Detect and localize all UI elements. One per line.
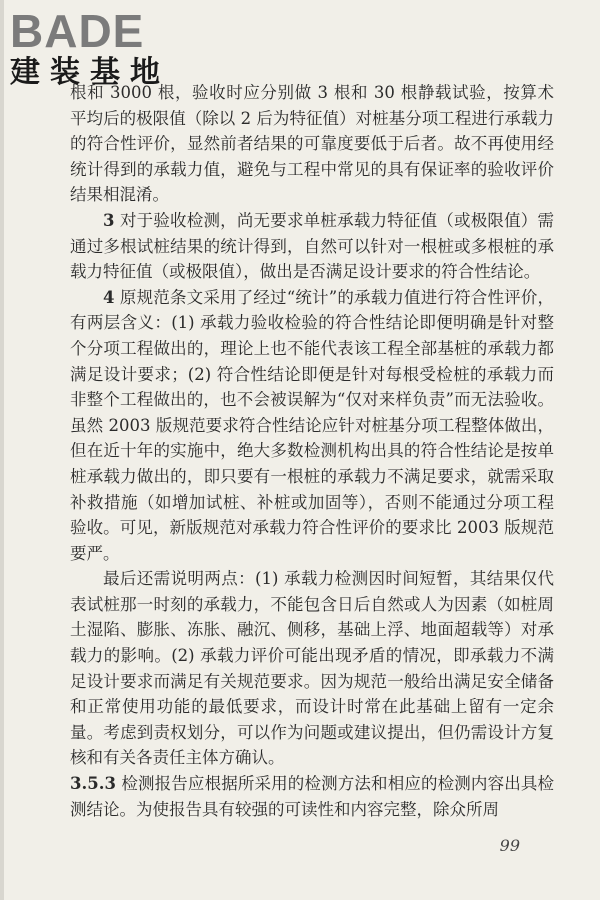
page-body xyxy=(70,80,554,822)
paragraph-item-3: 3 对于验收检测，尚无要求单桩承载力特征值（或极限值）需通过多根试桩结果的统计得到，自然可以针对一根桩或多根桩的承载力特征值（或极限值），做出是否满足设计要求的符合性结论。 xyxy=(70,210,555,282)
paragraph-item-4: 4 原规范条文采用了经过“统计”的承载力值进行符合性评价，有两层含义：(1) 承载力验收检验的符合性结论即便明确是针对整个分项工程做出的，理论上也不能代表该工程全部基桩的承载力都满足设计要求；(2) 符合性结论即便是针对每根受检桩的承载力而非整个工程做出的，也不会被误解为“仅对来样负责”而无法验收。虽然 2003 版规范要求符合性结论应针对桩基分项工程整体做出，但在近十年的实施中，绝大多数检测机构出具的符合性结论是按单桩承载力做出的，即只要有一根桩的承载力不满足要求，就需采取补救措施（如增加试桩、补桩或加固等），否则不能通过分项工程验收。可见，新版规范对承载力符合性评价的要求比 2003 版规范要严。 xyxy=(70,287,555,563)
clause-3-5-3: 3.5.3 检测报告应根据所采用的检测方法和相应的检测内容出具检测结论。为使报告具有较强的可读性和内容完整，除众所周 xyxy=(70,774,555,819)
item-number: 4 xyxy=(103,287,115,307)
paragraph-continuation: 根和 3000 根，验收时应分别做 3 根和 30 根静载试验，按算术平均后的极限值（除以 2 后为特征值）对桩基分项工程进行承载力的符合性评价，显然前者结果的可靠度要低于后者。故不再使用经统计得到的承载力值，避免与工程中常见的具有保证率的验收评价结果相混淆。 xyxy=(70,83,554,205)
clause-number: 3.5.3 xyxy=(70,774,116,794)
paragraph-final-notes: 最后还需说明两点：(1) 承载力检测因时间短暂，其结果仅代表试桩那一时刻的承载力，不能包含日后自然或人为因素（如桩周土湿陷、膨胀、冻胀、融沉、侧移，基础上浮、地面超载等）对承载力的影响。(2) 承载力评价可能出现矛盾的情况，即承载力不满足设计要求而满足有关规范要求。因为规范一般给出满足安全储备和正常使用功能的最低要求，而设计时常在此基础上留有一定余量。考虑到责权划分，可以作为问题或建议提出，但仍需设计方复核和有关各责任主体方确认。 xyxy=(70,569,554,768)
scan-edge xyxy=(0,0,4,900)
page-number: 99 xyxy=(499,836,520,855)
logo-latin: BADE xyxy=(10,5,145,57)
item-number: 3 xyxy=(103,210,115,230)
watermark-logo xyxy=(10,6,175,90)
logo-chinese: 建装基地 xyxy=(10,55,170,90)
